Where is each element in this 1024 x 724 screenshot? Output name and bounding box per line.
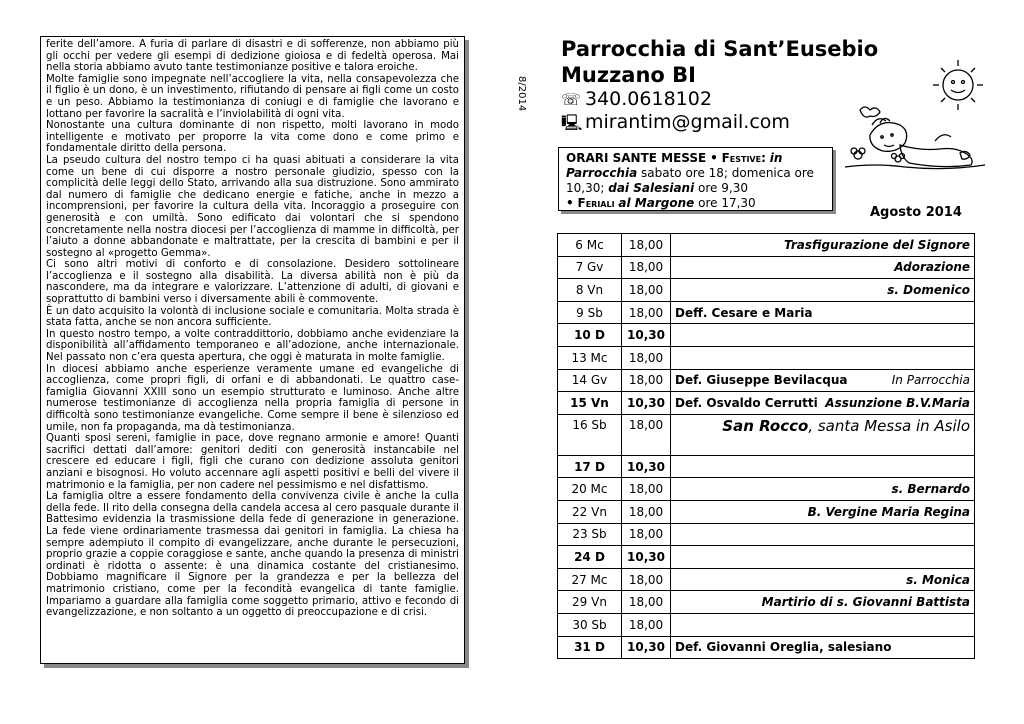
day-cell: 8 Vn: [558, 279, 622, 302]
article-paragraph: In questo nostro tempo, a volte contraddittorio, dobbiamo anche evidenziare la disponibilità all’affidamento temporaneo e all’adozione, anche internazionale. Nel passato non c’era questa apertura, che oggi è maturata in molte famiglie.: [46, 328, 459, 364]
table-row: [558, 613, 975, 636]
phone-line: [561, 88, 712, 110]
event-cell: [671, 546, 975, 569]
event-note: Assunzione B.V.Maria: [825, 395, 970, 410]
article-paragraph: La famiglia oltre a essere fondamento della convivenza civile è anche la culla della fede. Il rito della consegna della candela accesa al cero pasquale durante il Battesimo evidenzia la trasmissione della fede di generazione in generazione. La fede viene ordinariamente trasmessa dai genitori in famiglia. La chiesa ha sempre adempiuto il compito di evangelizzare, anche durante le persecuzioni, proprio grazie a coppie coraggiose e sante, anche quando la presenza di ministri ordinati è ridotta o assente: è una dinamica costante del cristianesimo. Dobbiamo magnificare il Signore per la grandezza e per la bellezza del matrimonio cristiano, come per la fecondità evangelica di tante famiglie. Impariamo a guardare alla famiglia come soggetto primario, attivo e fecondo di evangelizzazione, e non soltanto a un oggetto di preoccupazione e di crisi.: [46, 491, 459, 619]
parish-title: Parrocchia di Sant’Eusebio: [561, 37, 879, 61]
time-cell: 18,00: [622, 523, 671, 546]
day-cell: 30 Sb: [558, 613, 622, 636]
article-paragraph: Molte famiglie sono impegnate nell’accogliere la vita, nella consapevolezza che il figlio è un dono, è un investimento, rifiutando di pensare ai figli come un costo e un peso. Abbiamo la testimonianza di coniugi e di famiglie che lavorano e lottano per favorire la sacralità e l’inviolabilità di ogni vita.: [46, 73, 459, 120]
event-cell: Deff. Cesare e Maria: [671, 301, 975, 324]
table-row: [558, 455, 975, 478]
day-cell: 15 Vn: [558, 392, 622, 415]
table-row: [558, 568, 975, 591]
event-cell: [671, 369, 975, 392]
month-label: Agosto 2014: [870, 205, 962, 220]
issue-code: 8/2014: [516, 76, 527, 112]
article-paragraph: Nonostante una cultura dominante di non rispetto, molti lavorano in modo intelligente e motivato per proporre la vita come dono e come primo e fondamentale diritto della persona.: [46, 120, 459, 155]
article-box: [40, 36, 465, 664]
event-cell: [671, 414, 975, 455]
table-row: [558, 234, 975, 257]
day-cell: 10 D: [558, 324, 622, 347]
in-parrocchia-label: in Parrocchia: [566, 151, 783, 180]
event-cell: [671, 613, 975, 636]
table-row: [558, 392, 975, 415]
event-cell: s. Domenico: [671, 279, 975, 302]
feriali-label: Feriali: [577, 196, 615, 210]
event-cell: [671, 455, 975, 478]
table-row: [558, 414, 975, 455]
event-cell: Adorazione: [671, 256, 975, 279]
article-paragraph: Ci sono altri motivi di conforto e di consolazione. Desidero sottolineare l’accoglienza e il sostegno alla disabilità. La diversa abilità non è più da nascondere, ma da integrare e valorizzare. L’attenzione di adulti, di giovani e soprattutto di bambini verso i diversamente abili è commovente.: [46, 259, 459, 306]
event-cell: [671, 324, 975, 347]
time-cell: 18,00: [622, 500, 671, 523]
day-cell: 27 Mc: [558, 568, 622, 591]
event-cell: s. Monica: [671, 568, 975, 591]
salesiani-label: dai Salesiani: [608, 181, 695, 195]
email-line: [561, 111, 790, 139]
parish-location: Muzzano BI: [561, 63, 696, 87]
day-cell: 13 Mc: [558, 346, 622, 369]
table-row: [558, 478, 975, 501]
festive-label: Festive:: [721, 151, 766, 165]
time-cell: 10,30: [622, 392, 671, 415]
day-cell: 31 D: [558, 636, 622, 659]
day-cell: 16 Sb: [558, 414, 622, 455]
table-row: [558, 546, 975, 569]
time-cell: 18,00: [622, 301, 671, 324]
article-paragraph: È un dato acquisito la volontà di inclusione sociale e comunitaria. Molta strada è stata fatta, anche se non ancora sufficiente.: [46, 305, 459, 329]
table-row: [558, 636, 975, 659]
day-cell: 24 D: [558, 546, 622, 569]
time-cell: 10,30: [622, 324, 671, 347]
table-row: [558, 324, 975, 347]
festive-parrocchia-times: sabato ore 18; domenica ore 10,30;: [566, 166, 814, 195]
article-paragraph: ferite dell’amore. A furia di parlare di disastri e di sofferenze, non abbiamo più gli occhi per vedere gli esempi di dedizione gioiosa e di fedeltà operosa. Mai nella storia abbiamo avuto tante testimonianze positive e talora eroiche.: [46, 39, 459, 74]
article-paragraph: La pseudo cultura del nostro tempo ci ha quasi abituati a considerare la vita come un bene di cui disporre a nostro personale giudizio, spesso con la complicità delle leggi dello Stato, arrivando alla sua distruzione. Sono ammirato dal numero di famiglie che dedicano energie e fatiche, anche in mezzo a incomprensioni, per favorire la cultura della vita. Incoraggio a proseguire con generosità e con umiltà. Sono edificato dai volontari che si spendono concretamente nella nostra diocesi per l’accoglienza di mamme in difficoltà, per l’aiuto a donne abbandonate e maltrattate, per la crescita di bambini e per il sostegno al «progetto Gemma».: [46, 154, 459, 259]
day-cell: 14 Gv: [558, 369, 622, 392]
table-row: [558, 279, 975, 302]
time-cell: 18,00: [622, 478, 671, 501]
time-cell: 18,00: [622, 591, 671, 614]
day-cell: 20 Mc: [558, 478, 622, 501]
margone-label: al Margone: [618, 196, 695, 210]
event-text: Def. Osvaldo Cerrutti: [675, 395, 818, 410]
table-row: [558, 500, 975, 523]
time-cell: 18,00: [622, 256, 671, 279]
feriali-times: ore 17,30: [698, 196, 756, 210]
mass-times-box: [558, 147, 833, 211]
table-row: [558, 346, 975, 369]
time-cell: 18,00: [622, 279, 671, 302]
day-cell: 29 Vn: [558, 591, 622, 614]
day-cell: 6 Mc: [558, 234, 622, 257]
table-row: [558, 369, 975, 392]
time-cell: 18,00: [622, 613, 671, 636]
time-cell: 10,30: [622, 636, 671, 659]
email-address: mirantim@gmail.com: [585, 111, 790, 133]
event-cell: s. Bernardo: [671, 478, 975, 501]
event-text: , santa Messa in Asilo: [808, 416, 970, 435]
event-cell: [671, 523, 975, 546]
day-cell: 9 Sb: [558, 301, 622, 324]
day-cell: 17 D: [558, 455, 622, 478]
time-cell: 18,00: [622, 346, 671, 369]
time-cell: 18,00: [622, 369, 671, 392]
computer-icon: 🖳: [561, 113, 583, 132]
event-cell: Trasfigurazione del Signore: [671, 234, 975, 257]
event-text: Def. Giuseppe Bevilacqua: [675, 373, 848, 388]
article-paragraph: In diocesi abbiamo anche esperienze veramente umane ed evangeliche di accoglienza, come propri figli, di orfani e di abbandonati. Le quattro case-famiglia Giovanni XXIII sono un esempio strutturato e luminoso. Anche altre numerose testimonianze di accoglienza nella propria famiglia di persone in difficoltà sono testimonianze evangeliche. Come sempre il bene è silenzioso ed umile, non fa propaganda, ma dà testimonianza.: [46, 363, 459, 433]
event-cell: [671, 346, 975, 369]
time-cell: 18,00: [622, 234, 671, 257]
day-cell: 7 Gv: [558, 256, 622, 279]
schedule-table: [557, 233, 975, 659]
article-paragraph: Quanti sposi sereni, famiglie in pace, dove regnano armonie e amore! Quanti sacrifici dettati dall’amore: genitori dediti con generosità instancabile nel crescere ed educare i figli, figli che curano con dedizione assoluta genitori anziani e bisognosi. Ho voluto accennare agli aspetti positivi e belli del vivere il matrimonio e la famiglia, per non cadere nel pessimismo e nel disfattismo.: [46, 433, 459, 491]
bullet: •: [710, 151, 718, 165]
table-row: [558, 523, 975, 546]
event-cell: Martirio di s. Giovanni Battista: [671, 591, 975, 614]
phone-number: 340.0618102: [585, 88, 712, 110]
event-cell: Def. Giovanni Oreglia, salesiano: [671, 636, 975, 659]
salesiani-times: ore 9,30: [698, 181, 748, 195]
event-text-strong: San Rocco: [722, 416, 809, 435]
sun-and-child-illustration: [840, 55, 990, 175]
event-note: In Parrocchia: [891, 373, 970, 388]
event-cell: B. Vergine Maria Regina: [671, 500, 975, 523]
time-cell: 18,00: [622, 414, 671, 455]
phone-icon: ☏: [561, 90, 582, 109]
mass-times-heading: ORARI SANTE MESSE: [566, 151, 707, 165]
time-cell: 10,30: [622, 455, 671, 478]
table-row: [558, 256, 975, 279]
event-cell: [671, 392, 975, 415]
table-row: [558, 301, 975, 324]
time-cell: 18,00: [622, 568, 671, 591]
time-cell: 10,30: [622, 546, 671, 569]
day-cell: 22 Vn: [558, 500, 622, 523]
day-cell: 23 Sb: [558, 523, 622, 546]
table-row: [558, 591, 975, 614]
bullet: •: [566, 196, 574, 210]
